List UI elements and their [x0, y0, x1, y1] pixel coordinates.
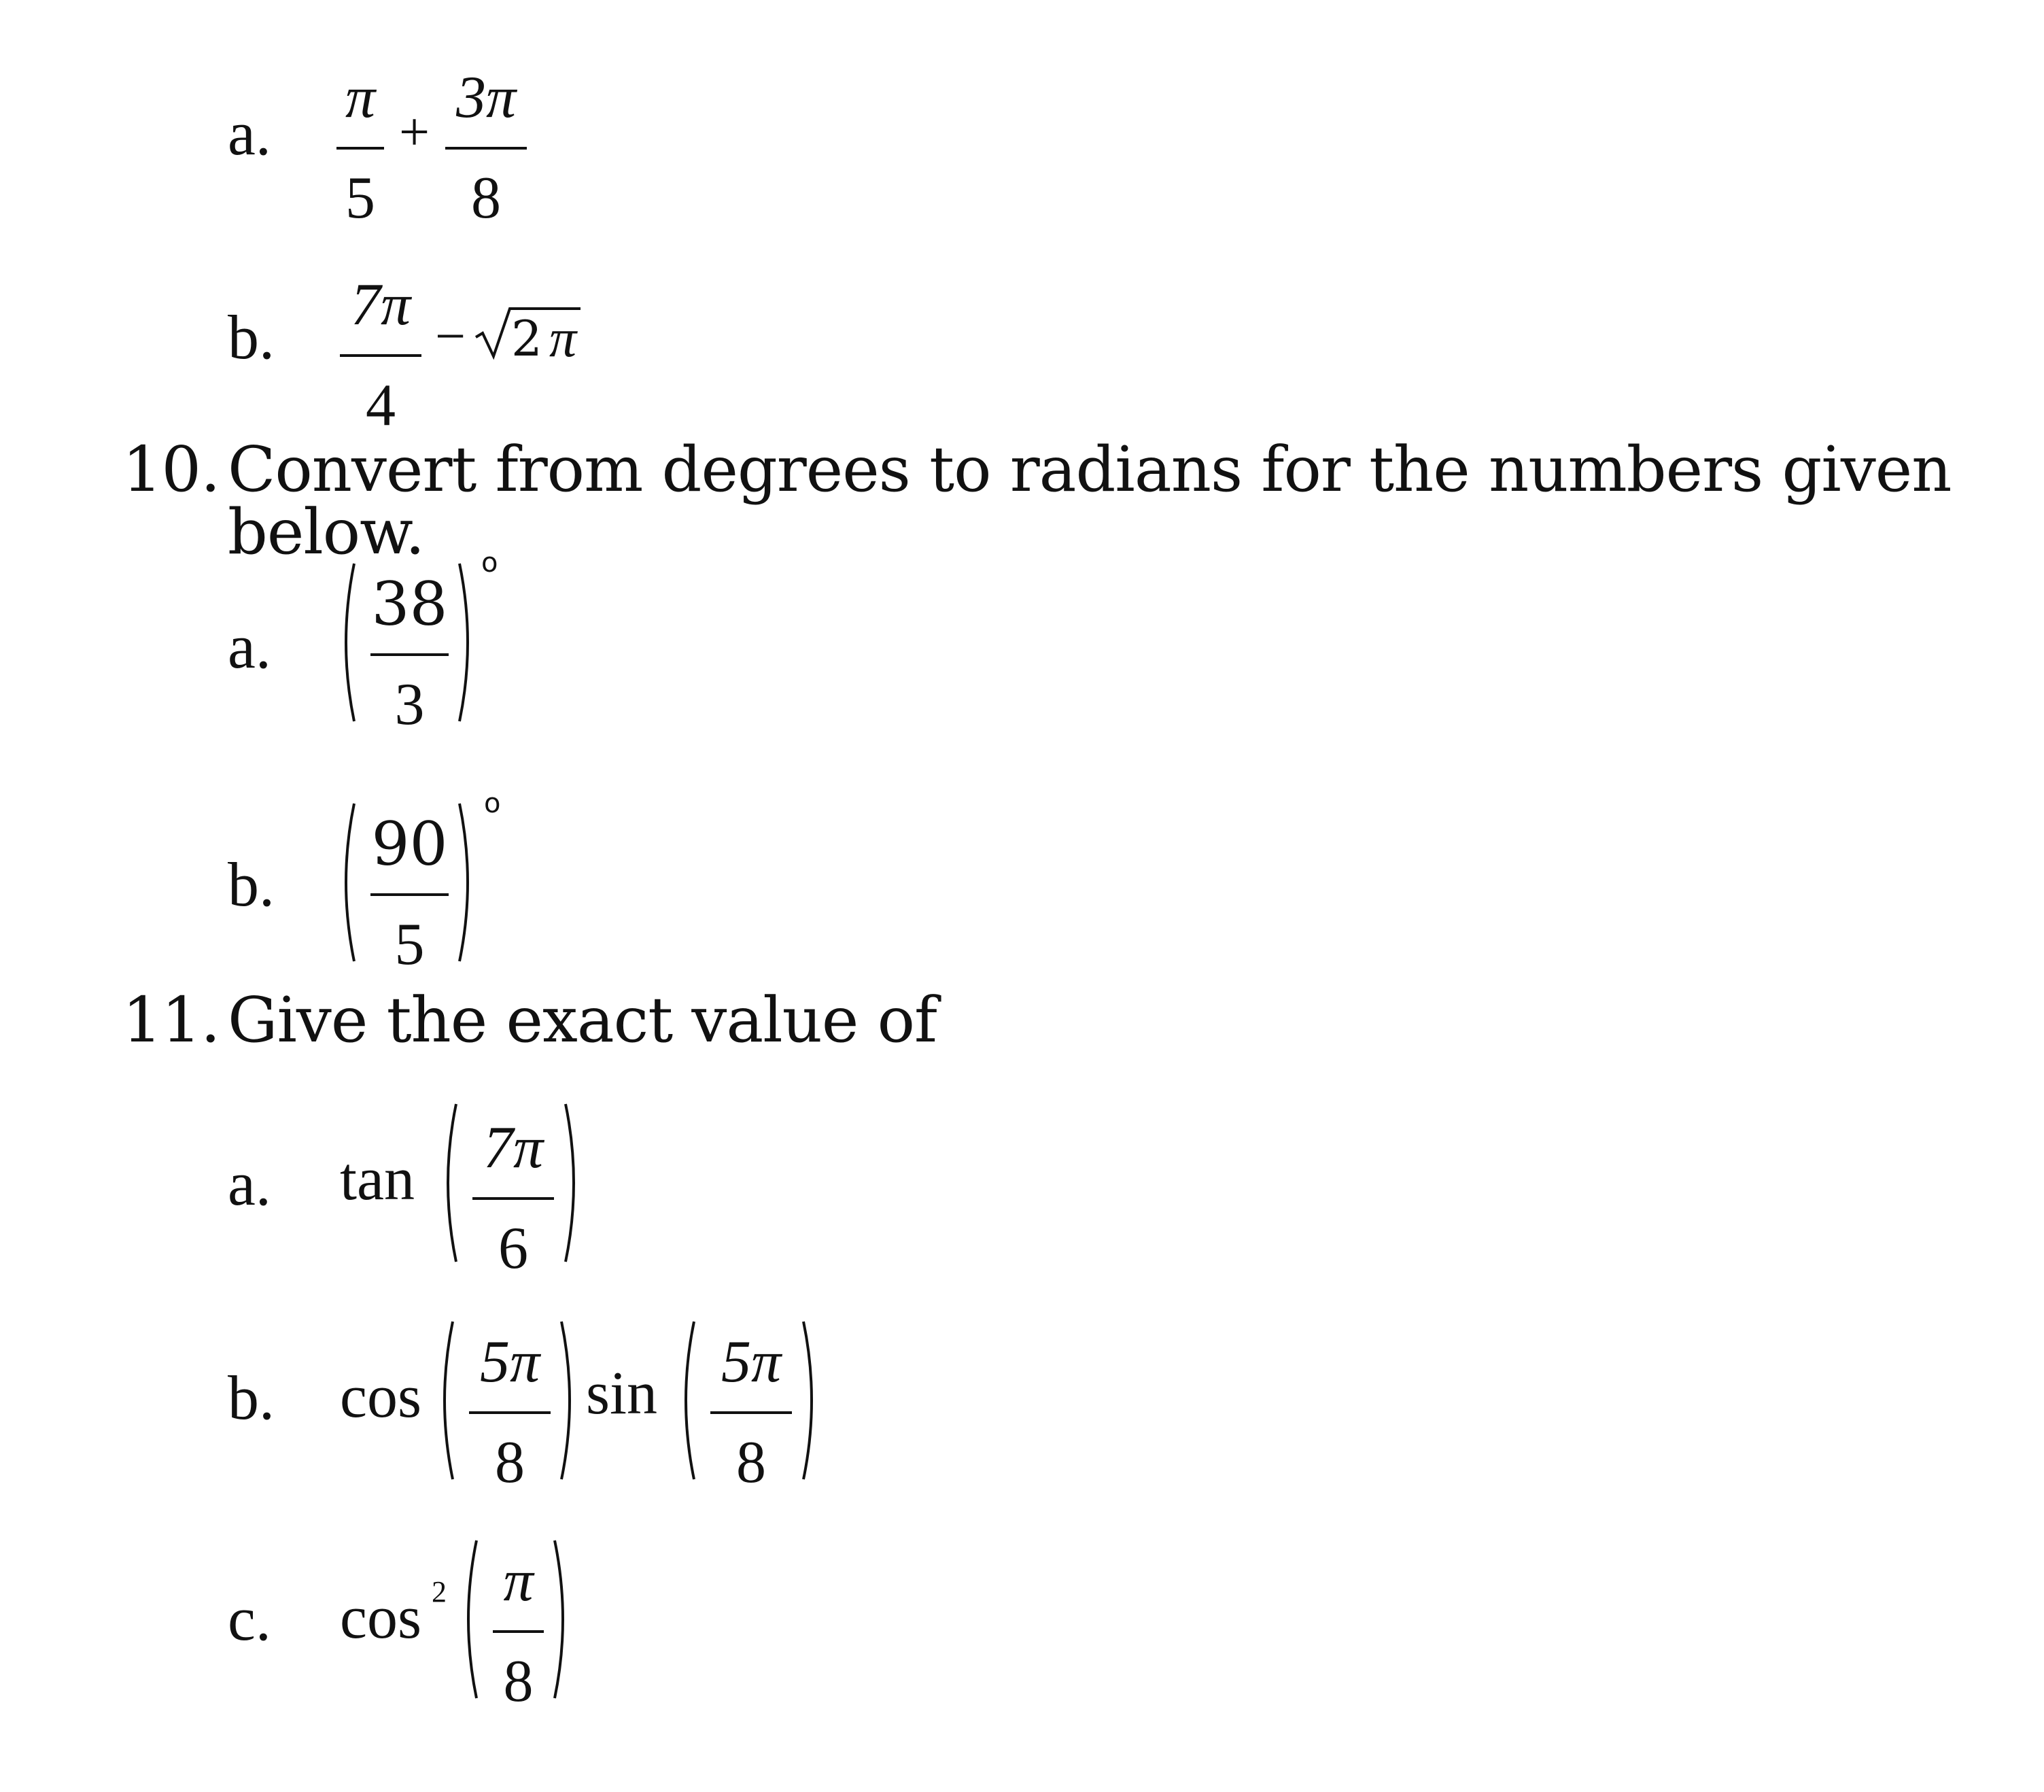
numerator: 5π	[479, 1329, 540, 1395]
cos-function: cos	[340, 1584, 421, 1651]
right-parenthesis	[563, 1101, 583, 1264]
exponent: 2	[432, 1575, 447, 1608]
part-label: a.	[228, 1149, 271, 1218]
fraction-bar	[493, 1630, 544, 1633]
left-parenthesis	[435, 1319, 455, 1482]
numerator: π	[503, 1548, 534, 1614]
fraction-pi-over-5	[336, 65, 384, 231]
problem-prompt: Convert from degrees to radians for the numbers given below.	[228, 433, 1952, 568]
part-label: b.	[228, 303, 275, 372]
denominator: 5	[345, 165, 375, 231]
left-parenthesis	[676, 1319, 697, 1482]
fraction-bar	[370, 893, 449, 896]
problem-prompt: Give the exact value of	[228, 984, 937, 1056]
right-parenthesis	[457, 801, 477, 964]
right-parenthesis	[801, 1319, 821, 1482]
part-label: b.	[228, 1363, 275, 1432]
fraction-bar	[336, 147, 384, 150]
numerator: 3π	[455, 65, 517, 131]
left-parenthesis	[459, 1538, 479, 1701]
numerator: 5π	[721, 1329, 782, 1395]
numerator: π	[345, 65, 376, 131]
fraction-90-over-5	[370, 809, 449, 978]
fraction-38-over-3	[370, 569, 449, 738]
fraction-5pi-over-8	[710, 1329, 792, 1496]
numerator: 90	[371, 809, 448, 879]
fraction-bar	[469, 1411, 551, 1414]
fraction-3pi-over-8	[445, 65, 527, 231]
fraction-7pi-over-6	[472, 1115, 554, 1281]
left-parenthesis	[438, 1101, 459, 1264]
left-parenthesis	[336, 801, 357, 964]
fraction-pi-over-8	[493, 1548, 544, 1715]
numerator: 38	[371, 569, 448, 639]
numerator: 7π	[350, 272, 411, 338]
fraction-bar	[472, 1197, 554, 1200]
denominator: 3	[394, 672, 425, 738]
part-label: c.	[228, 1584, 271, 1653]
part-label: a.	[228, 612, 271, 681]
part-label: b.	[228, 850, 275, 919]
problem-number: 10.	[122, 433, 220, 506]
radicand: 2	[511, 310, 542, 367]
part-label: a.	[228, 99, 271, 168]
denominator: 5	[394, 912, 425, 978]
cos-function: cos	[340, 1363, 421, 1430]
problem-number: 11.	[122, 984, 220, 1056]
numerator: 7π	[483, 1115, 544, 1181]
denominator: 8	[471, 165, 501, 231]
right-parenthesis	[559, 1319, 579, 1482]
tan-function: tan	[340, 1145, 415, 1213]
fraction-bar	[445, 147, 527, 150]
minus-operator: −	[435, 307, 466, 366]
denominator: 6	[498, 1216, 528, 1281]
pi-symbol: π	[549, 309, 577, 368]
fraction-bar	[340, 354, 421, 357]
denominator: 8	[736, 1430, 766, 1496]
fraction-bar	[710, 1411, 792, 1414]
sin-function: sin	[586, 1360, 658, 1427]
fraction-bar	[370, 653, 449, 656]
degree-symbol: o	[481, 547, 498, 579]
plus-operator: +	[399, 103, 430, 162]
fraction-5pi-over-8	[469, 1329, 551, 1496]
denominator: 8	[495, 1430, 525, 1496]
fraction-7pi-over-4	[340, 272, 421, 438]
degree-symbol: o	[484, 788, 501, 819]
right-parenthesis	[457, 561, 477, 724]
left-parenthesis	[336, 561, 357, 724]
right-parenthesis	[552, 1538, 572, 1701]
denominator: 4	[366, 373, 396, 438]
denominator: 8	[503, 1649, 534, 1715]
